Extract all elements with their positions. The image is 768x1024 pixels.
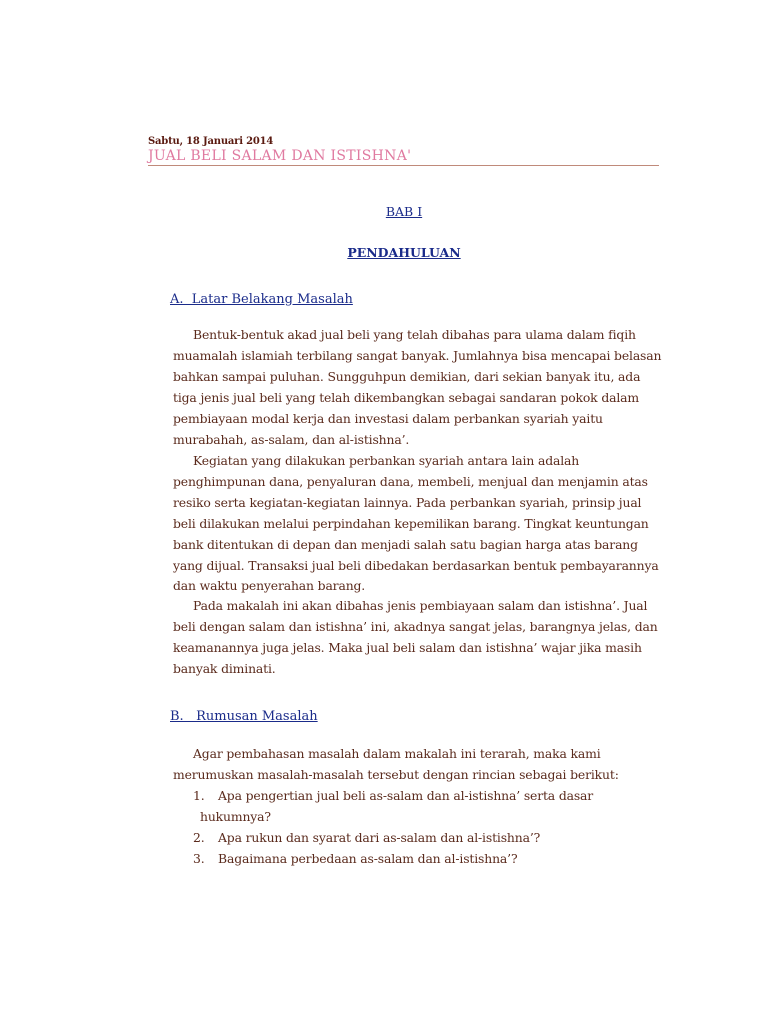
section-a-paragraph-3: Pada makalah ini akan dibahas jenis pembiayaan salam dan istishna’. Jual beli dengan salam dan istishna’ ini, akadnya sangat jelas, barangnya jelas, dan keamanannya juga jelas. Maka jual beli salam dan istishna’ wajar jika masih banyak diminati. xyxy=(173,598,658,676)
list-item-number: 1. xyxy=(193,788,205,803)
list-item-text: Bagaimana perbedaan as-salam dan al-istishna’? xyxy=(218,850,518,866)
section-a-paragraph-1: Bentuk-bentuk akad jual beli yang telah dibahas para ulama dalam fiqih muamalah islamiah terbilang sangat banyak. Jumlahnya bisa mencapai belasan bahkan sampai puluhan. Sungguhpun demikian, dari sekian banyak itu, ada tiga jenis jual beli yang telah dikembangkan sebagai sandaran pokok dalam pembiayaan modal kerja dan investasi dalam perbankan syariah yaitu murabahah, as-salam, dan al-istishna’. xyxy=(173,327,662,447)
list-item-number: 3. xyxy=(193,850,205,866)
section-b-heading[interactable]: B. Rumusan Masalah xyxy=(170,709,318,724)
list-item xyxy=(173,849,663,870)
list-item-number: 2. xyxy=(193,829,205,845)
list-item xyxy=(173,786,663,828)
question-list xyxy=(173,786,663,870)
post-date: Sabtu, 18 Januari 2014 xyxy=(148,136,274,147)
section-a-paragraph-2: Kegiatan yang dilakukan perbankan syariah antara lain adalah penghimpunan dana, penyaluran dana, membeli, menjual dan menjamin atas resiko serta kegiatan-kegiatan lainnya. Pada perbankan syariah, prinsip jual beli dilakukan melalui perpindahan kepemilikan barang. Tingkat keuntungan bank ditentukan di depan dan menjadi salah satu bagian harga atas barang yang dijual. Transaksi jual beli dibedakan berdasarkan bentuk pembayarannya dan waktu penyerahan barang. xyxy=(173,453,659,594)
list-item-continuation: hukumnya? xyxy=(200,808,271,824)
chapter-title[interactable]: PENDAHULUAN xyxy=(347,245,461,260)
section-a-heading[interactable]: A. Latar Belakang Masalah xyxy=(170,292,353,307)
section-b-intro: Agar pembahasan masalah dalam makalah ini terarah, maka kami merumuskan masalah-masalah tersebut dengan rincian sebagai berikut: xyxy=(173,746,619,782)
list-item xyxy=(173,828,663,849)
post-title[interactable]: JUAL BELI SALAM DAN ISTISHNA' xyxy=(148,148,659,166)
list-item-text: Apa rukun dan syarat dari as-salam dan al-istishna’? xyxy=(218,829,541,845)
chapter-label[interactable]: BAB I xyxy=(385,204,423,219)
list-item-text: Apa pengertian jual beli as-salam dan al-istishna’ serta dasar xyxy=(218,788,594,803)
